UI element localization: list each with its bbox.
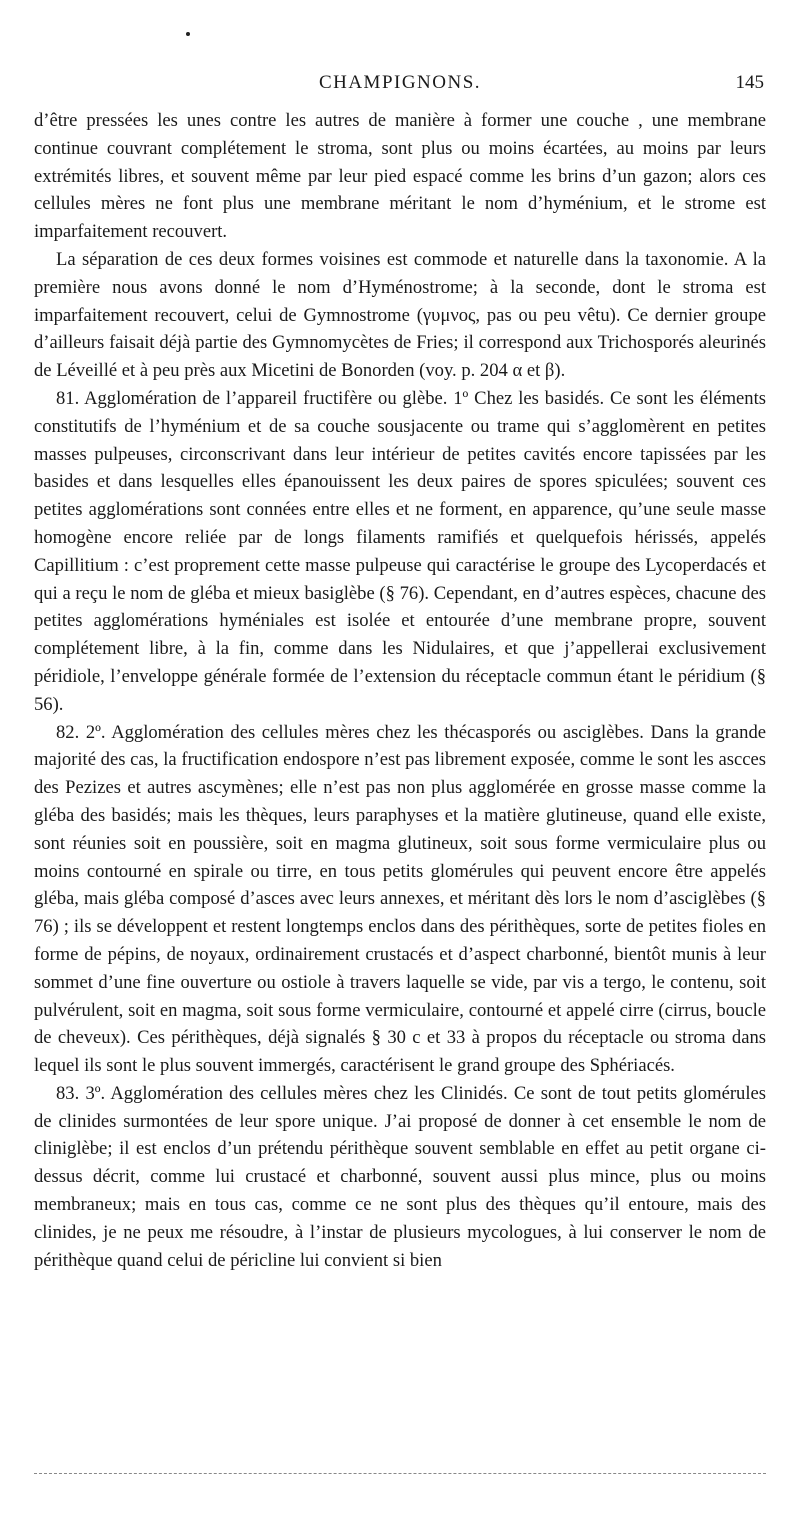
- paragraph-82: 82. 2º. Agglomération des cellules mères chez les thécasporés ou asciglèbes. Dans la grande majorité des cas, la fructification endospore n’est pas librement exposée, comme le sont les ascces des Pezizes et autres ascymènes; elle n’est pas non plus agglomérée en grosse masse comme la gléba des basidés; mais les thèques, leurs paraphyses et la matière glutineuse, quand elle existe, sont réunies soit en poussière, soit en magma glutineux, soit sous forme vermiculaire plus ou moins contourné en spirale ou tirre, en tous petits glomérules qui peuvent encore être appelés gléba, mais gléba composé d’asces avec leurs annexes, et méritant dès lors le nom d’asciglèbes (§ 76) ; ils se développent et restent longtemps enclos dans des périthèques, sorte de petites fioles en forme de pépins, de noyaux, ordinairement crustacés et d’aspect charbonné, bientôt munis à leur sommet d’une fine ouverture ou ostiole à travers laquelle se vide, par vis a tergo, le contenu, soit pulvérulent, soit en magma, soit sous forme vermiculaire, contourné et appelé cirre (cirrus, boucle de cheveux). Ces périthèques, déjà signalés § 30 c et 33 à propos du réceptacle ou stroma dans lequel ils sont le plus souvent immergés, caractérisent le grand groupe des Sphériacés.: [34, 721, 766, 1077]
- paragraph-continuation: d’être pressées les unes contre les autres de manière à former une couche , une membrane continue couvrant complétement le stroma, sont plus ou moins écartées, au moins par leurs extrémités libres, et souvent même par leur pied espacé comme les brins d’un gazon; alors ces cellules mères ne font plus une membrane méritant le nom d’hyménium, et le strome est imparfaitement recouvert.: [34, 110, 766, 243]
- page-number: 145: [735, 72, 764, 93]
- paragraph-separation: La séparation de ces deux formes voisines est commode et naturelle dans la taxonomie. A la première nous avons donné le nom d’Hyménostrome; à la seconde, dont le stroma est imparfaitement recouvert, celui de Gymnostrome (γυμνος, pas ou peu vêtu). Ce dernier groupe d’ailleurs faisait déjà partie des Gymnomycètes de Fries; il correspond aux Trichosporés aleurinés de Léveillé et à peu près aux Micetini de Bonorden (voy. p. 204 α et β).: [34, 248, 766, 382]
- ink-speck: [186, 32, 190, 36]
- body-text: [34, 107, 766, 1274]
- paragraph-81: 81. Agglomération de l’appareil fructifère ou glèbe. 1º Chez les basidés. Ce sont les éléments constitutifs de l’hyménium et de sa couche sousjacente ou trame qui s’agglomèrent en petites masses pulpeuses, circonscrivant dans leur intérieur de petites cavités encore tapissées par les basides et dans lesquelles elles épanouissent les deux paires de spores spiculées; souvent ces petites agglomérations sont connées entre elles et ne forment, en apparence, qu’une seule masse homogène encore reliée par de longs filaments ramifiés et quelquefois hérissés, appelés Capillitium : c’est proprement cette masse pulpeuse qui caractérise le groupe des Lycoperdacés et qui a reçu le nom de gléba et mieux basiglèbe (§ 76). Cependant, en d’autres espèces, chacune des petites agglomérations hyméniales est isolée et entourée d’une membrane propre, souvent complétement libre, à la fin, comme dans les Nidulaires, et que j’appellerai exclusivement péridiole, l’enveloppe générale formée de l’extension du réceptacle commun étant le péridium (§ 56).: [34, 387, 766, 715]
- paragraph-83: 83. 3º. Agglomération des cellules mères chez les Clinidés. Ce sont de tout petits glomérules de clinides surmontées de leur spore unique. J’ai proposé de donner à cet ensemble le nom de cliniglèbe; il est enclos d’un prétendu périthèque souvent semblable en effet au petit organe ci-dessus décrit, comme lui crustacé et charbonné, souvent aussi plus mince, plus ou moins membraneux; mais en tous cas, comme ce ne sont plus des thèques qu’il entoure, mais des clinides, je ne peux me résoudre, à l’instar de plusieurs mycologues, à lui conserver le nom de périthèque quand celui de péricline lui convient si bien: [34, 1082, 766, 1271]
- bottom-rule: [34, 1473, 766, 1474]
- running-title: CHAMPIGNONS.: [318, 72, 482, 93]
- page-header: [34, 72, 766, 102]
